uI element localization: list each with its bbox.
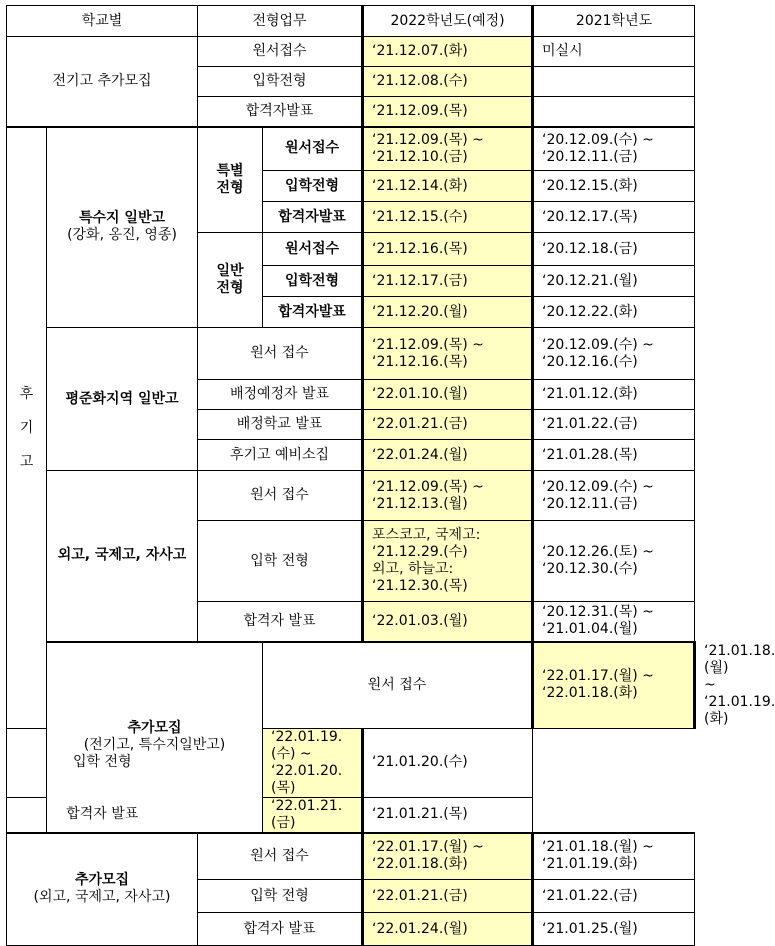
date-2021: ‘20.12.09.(수) ~ ‘20.12.11.(금)	[533, 471, 695, 521]
late-school-label: 후 기 고	[7, 127, 47, 729]
date-2022: ‘22.01.21.(금)	[363, 880, 533, 913]
date-2022: ‘21.12.15.(수)	[363, 202, 533, 233]
task-cell: 입학 전형	[7, 728, 198, 797]
date-2021	[533, 97, 695, 127]
task-cell: 입학전형	[198, 67, 363, 97]
school-foreign: 외고, 국제고, 자사고	[47, 471, 198, 642]
date-2022: ‘21.12.09.(목)	[363, 97, 533, 127]
task-cell: 원서접수	[198, 37, 363, 67]
date-2022: ‘22.01.24.(월)	[363, 913, 533, 946]
date-2022: ‘22.01.17.(월) ~ ‘22.01.18.(화)	[533, 642, 695, 729]
table-row	[7, 833, 695, 880]
date-2022: ‘22.01.21.(금)	[363, 410, 533, 440]
header-2021: 2021학년도	[533, 6, 695, 37]
table-row	[7, 471, 695, 521]
date-2022: ‘21.12.16.(목)	[363, 233, 533, 266]
date-2021: ‘20.12.31.(목) ~ ‘21.01.04.(월)	[533, 602, 695, 642]
table-row: 추가모집 (전기고, 특수지일반고) 원서 접수 ‘22.01.17.(월) ~ ‘22.01.18.(화) ‘21.01.18.(월) ~ ‘21.01.19.(화)	[7, 642, 695, 729]
date-2022: ‘21.12.09.(목) ~ ‘21.12.16.(목)	[363, 328, 533, 380]
date-2021: ‘20.12.09.(수) ~ ‘20.12.11.(금)	[533, 127, 695, 171]
table-row	[7, 797, 695, 833]
date-2021: ‘21.01.21.(목)	[363, 797, 533, 833]
date-2021: ‘20.12.18.(금)	[533, 233, 695, 266]
table-row	[7, 127, 695, 171]
task-cell: 원서 접수	[198, 328, 363, 380]
header-row	[7, 6, 695, 37]
task-cell: 입학 전형	[198, 521, 363, 602]
date-2022: ‘21.12.07.(화)	[363, 37, 533, 67]
date-2021: ‘21.01.28.(목)	[533, 440, 695, 471]
date-2022: ‘22.01.03.(월)	[363, 602, 533, 642]
group-general-track: 일반 전형	[198, 233, 263, 328]
date-2022: ‘21.12.09.(목) ~ ‘21.12.10.(금)	[363, 127, 533, 171]
date-2022: ‘21.12.14.(화)	[363, 171, 533, 202]
date-2021: ‘20.12.17.(목)	[533, 202, 695, 233]
admission-schedule	[6, 5, 775, 946]
task-cell: 합격자 발표	[198, 913, 363, 946]
table-row	[7, 37, 695, 67]
date-2021: 미실시	[533, 37, 695, 67]
date-2022: ‘21.12.08.(수)	[363, 67, 533, 97]
task-cell: 합격자발표	[198, 97, 363, 127]
date-2022: ‘21.12.17.(금)	[363, 266, 533, 297]
header-2022: 2022학년도(예정)	[363, 6, 533, 37]
task-cell: 원서접수	[263, 233, 363, 266]
school-early-extra: 전기고 추가모집	[7, 37, 198, 127]
header-task: 전형업무	[198, 6, 363, 37]
date-2021: ‘20.12.21.(월)	[533, 266, 695, 297]
task-cell: 원서 접수	[198, 833, 363, 880]
date-2021: ‘21.01.22.(금)	[533, 410, 695, 440]
task-cell: 원서 접수	[198, 471, 363, 521]
date-2022: ‘22.01.21.(금)	[263, 797, 363, 833]
date-2022: ‘21.12.09.(목) ~ ‘21.12.13.(월)	[363, 471, 533, 521]
date-2022: ‘22.01.10.(월)	[363, 380, 533, 410]
date-2021: ‘21.01.22.(금)	[533, 880, 695, 913]
task-cell: 합격자발표	[263, 297, 363, 328]
task-cell: 원서 접수	[263, 642, 533, 729]
date-2022: ‘22.01.24.(월)	[363, 440, 533, 471]
date-2022: ‘21.12.20.(월)	[363, 297, 533, 328]
date-2021: ‘20.12.15.(화)	[533, 171, 695, 202]
task-cell: 합격자발표	[263, 202, 363, 233]
date-2021: ‘20.12.22.(화)	[533, 297, 695, 328]
school-extra-2: 추가모집 (외고, 국제고, 자사고)	[7, 833, 198, 946]
date-2021: ‘21.01.18.(월) ~ ‘21.01.19.(화)	[533, 833, 695, 880]
task-cell: 합격자 발표	[198, 602, 363, 642]
school-extra-1: 추가모집 (전기고, 특수지일반고)	[47, 642, 263, 833]
date-2022: ‘22.01.19.(수) ~ ‘22.01.20.(목)	[263, 728, 363, 797]
date-2022: ‘22.01.17.(월) ~ ‘22.01.18.(화)	[363, 833, 533, 880]
group-special-track: 특별 전형	[198, 127, 263, 233]
task-cell: 합격자 발표	[7, 797, 198, 833]
date-2021: ‘21.01.25.(월)	[533, 913, 695, 946]
header-school: 학교별	[7, 6, 198, 37]
task-cell: 배정예정자 발표	[198, 380, 363, 410]
school-equalized: 평준화지역 일반고	[47, 328, 198, 471]
task-cell: 배정학교 발표	[198, 410, 363, 440]
task-cell: 원서접수	[263, 127, 363, 171]
task-cell: 입학전형	[263, 266, 363, 297]
date-2021: ‘20.12.26.(토) ~ ‘20.12.30.(수)	[533, 521, 695, 602]
schedule-table	[6, 5, 775, 946]
date-2021: ‘21.01.12.(화)	[533, 380, 695, 410]
table-row	[7, 328, 695, 380]
school-special: 특수지 일반고 (강화, 옹진, 영종)	[47, 127, 198, 328]
date-2022: 포스코고, 국제고: ‘21.12.29.(수) 외고, 하늘고: ‘21.12.30.(목)	[363, 521, 533, 602]
date-2021: ‘21.01.20.(수)	[363, 728, 533, 797]
date-2021	[533, 67, 695, 97]
task-cell: 후기고 예비소집	[198, 440, 363, 471]
task-cell: 입학전형	[263, 171, 363, 202]
task-cell: 입학 전형	[198, 880, 363, 913]
date-2021: ‘20.12.09.(수) ~ ‘20.12.16.(수)	[533, 328, 695, 380]
